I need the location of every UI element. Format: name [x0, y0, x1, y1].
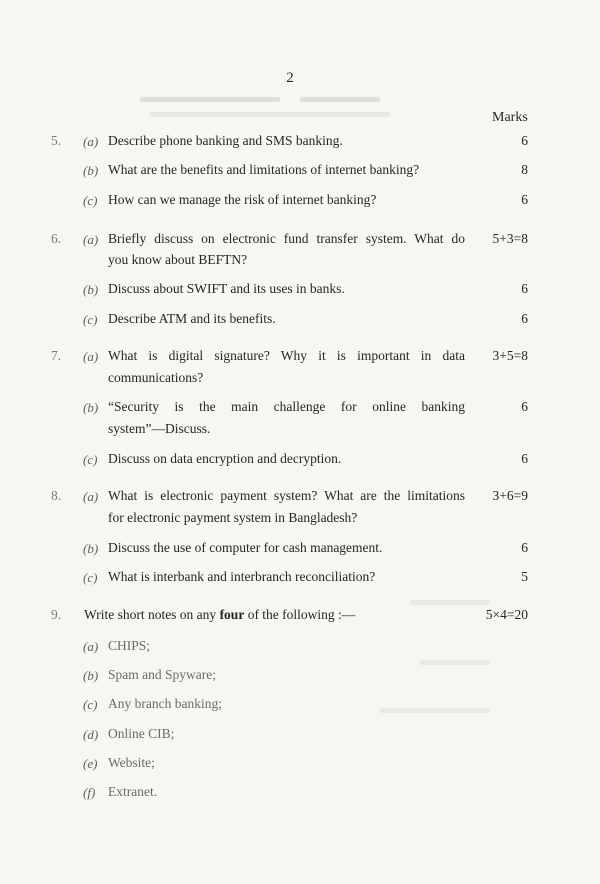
marks-value: 6 [521, 281, 528, 296]
part-label: (c) [83, 193, 98, 208]
question-text: Briefly discuss on electronic fund transfer system. What do [108, 231, 465, 246]
bleed-through-mark [150, 112, 390, 117]
part-label: (c) [83, 312, 98, 327]
question-number: 7. [51, 348, 62, 363]
intro-text: Write short notes on any [84, 607, 220, 622]
bleed-through-mark [420, 660, 490, 665]
marks-value: 3+6=9 [492, 488, 528, 503]
marks-value: 5 [521, 569, 528, 584]
part-label: (a) [83, 639, 99, 654]
marks-value: 6 [521, 399, 528, 414]
short-note-item: Extranet. [108, 784, 158, 799]
short-note-item: Spam and Spyware; [108, 667, 216, 682]
question-text-continued: communications? [108, 370, 204, 385]
marks-value: 5+3=8 [492, 231, 528, 246]
part-label: (e) [83, 756, 98, 771]
question-number: 9. [51, 607, 62, 622]
marks-value: 8 [521, 162, 528, 177]
part-label: (b) [83, 541, 99, 556]
part-label: (a) [83, 349, 99, 364]
page-number: 2 [286, 70, 294, 86]
part-label: (a) [83, 489, 99, 504]
question-text: Discuss on data encryption and decryption. [108, 451, 342, 466]
question-text-continued: for electronic payment system in Bangladesh? [108, 510, 358, 525]
marks-value: 6 [521, 311, 528, 326]
question-number: 6. [51, 231, 62, 246]
part-label: (b) [83, 163, 99, 178]
short-note-item: CHIPS; [108, 638, 151, 653]
bleed-through-mark [410, 600, 490, 605]
short-note-item: Website; [108, 755, 155, 770]
marks-value: 6 [521, 451, 528, 466]
question-text: Describe ATM and its benefits. [108, 311, 276, 326]
question-intro [84, 607, 355, 623]
part-label: (c) [83, 697, 98, 712]
question-text: Describe phone banking and SMS banking. [108, 133, 343, 148]
part-label: (a) [83, 232, 99, 247]
question-text: What are the benefits and limitations of internet banking? [108, 162, 420, 177]
marks-column-header: Marks [492, 110, 528, 125]
intro-emphasis: four [219, 607, 245, 622]
part-label: (d) [83, 727, 99, 742]
part-label: (c) [83, 570, 98, 585]
question-text-continued: you know about BEFTN? [108, 252, 248, 267]
part-label: (c) [83, 452, 98, 467]
question-text: What is electronic payment system? What are the limitations [108, 488, 465, 503]
part-label: (b) [83, 400, 99, 415]
part-label: (f) [83, 785, 96, 800]
short-note-item: Online CIB; [108, 726, 175, 741]
bleed-through-mark [380, 708, 490, 713]
marks-value: 6 [521, 133, 528, 148]
part-label: (b) [83, 668, 99, 683]
marks-value: 6 [521, 540, 528, 555]
part-label: (b) [83, 282, 99, 297]
marks-value: 3+5=8 [492, 348, 528, 363]
question-text: Discuss about SWIFT and its uses in banks. [108, 281, 345, 296]
bleed-through-mark [300, 97, 380, 102]
question-text: What is digital signature? Why it is important in data [108, 348, 465, 363]
question-number: 8. [51, 488, 62, 503]
marks-value: 5×4=20 [485, 607, 528, 622]
intro-text-end: of the following :— [244, 607, 356, 622]
question-text: What is interbank and interbranch reconciliation? [108, 569, 376, 584]
question-text: How can we manage the risk of internet banking? [108, 192, 377, 207]
part-label: (a) [83, 134, 99, 149]
short-note-item: Any branch banking; [108, 696, 222, 711]
marks-value: 6 [521, 192, 528, 207]
bleed-through-mark [140, 97, 280, 102]
question-number: 5. [51, 133, 62, 148]
question-text: Discuss the use of computer for cash management. [108, 540, 383, 555]
question-text-continued: system”—Discuss. [108, 421, 211, 436]
question-text: “Security is the main challenge for online banking [108, 399, 465, 414]
